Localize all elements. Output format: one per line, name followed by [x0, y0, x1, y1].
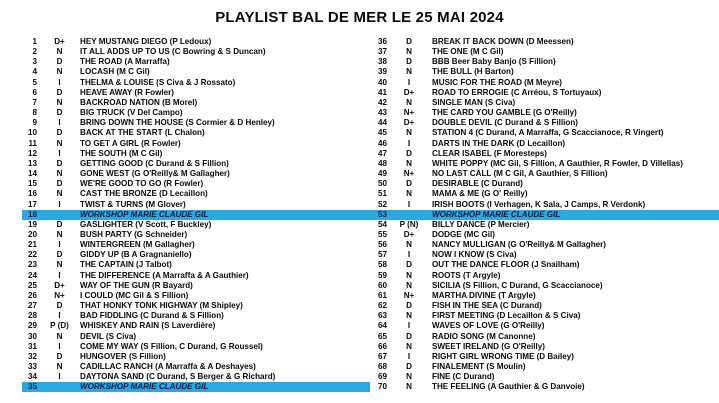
row-number: 66	[377, 341, 387, 351]
dance-title: THE ONE (M C Gil)	[432, 47, 504, 57]
playlist-row	[370, 342, 719, 352]
playlist-row	[22, 169, 370, 179]
row-level: D+	[403, 118, 415, 128]
dance-title: WHISKEY AND RAIN (S Laverdière)	[80, 321, 216, 331]
workshop-label: WORKSHOP MARIE CLAUDE GIL	[80, 382, 209, 392]
row-level: D	[406, 148, 412, 158]
playlist-left-column	[22, 37, 370, 392]
dance-title: WAVES OF LOVE (G O'Reilly)	[432, 321, 545, 331]
playlist-row	[370, 159, 719, 169]
row-number: 6	[32, 87, 37, 97]
dance-title: ROOTS (T Argyle)	[432, 270, 501, 280]
row-level: D	[56, 158, 63, 168]
playlist-row	[370, 321, 719, 331]
row-level: I	[407, 250, 411, 260]
row-level: D	[406, 37, 412, 46]
playlist-row	[22, 159, 370, 169]
row-number: 57	[377, 250, 387, 260]
dance-title: THE DIFFERENCE (A Marraffa & A Gauthier)	[80, 270, 249, 280]
dance-title: DESIRABLE (C Durand)	[432, 179, 523, 189]
dance-title: BACK AT THE START (L Chalon)	[80, 128, 205, 138]
row-level: D	[56, 128, 63, 138]
dance-title: TO GET A GIRL (R Fowler)	[80, 138, 181, 148]
playlist-row	[370, 108, 719, 118]
row-number: 9	[32, 118, 37, 128]
dance-title: THE ROAD (A Marraffa)	[80, 57, 170, 67]
row-number: 33	[27, 362, 37, 371]
row-level: N	[406, 240, 412, 250]
row-level: D	[406, 57, 412, 67]
playlist-row	[370, 301, 719, 311]
playlist-row	[370, 250, 719, 260]
row-number: 47	[377, 148, 387, 158]
row-number: 61	[377, 290, 387, 300]
dance-title: DEVIL (S Civa)	[80, 331, 137, 341]
row-number: 38	[377, 57, 387, 67]
dance-title: LOCASH (M C Gil)	[80, 67, 150, 77]
row-number: 55	[377, 229, 387, 239]
row-number: 15	[27, 179, 37, 189]
playlist-row	[22, 139, 370, 149]
playlist-row	[22, 362, 370, 372]
row-number: 62	[377, 301, 387, 311]
row-number: 32	[27, 351, 37, 361]
dance-title: NO LAST CALL (M C Gil, A Gauthier, S Fillion)	[432, 169, 608, 179]
row-level: N	[56, 229, 63, 239]
playlist-row	[22, 47, 370, 57]
workshop-label: WORKSHOP MARIE CLAUDE GIL	[80, 209, 209, 219]
playlist-row	[22, 321, 370, 331]
dance-title: FINE (C Durand)	[432, 372, 495, 382]
row-level: I	[58, 270, 61, 280]
row-number: 41	[377, 87, 387, 97]
row-number: 40	[377, 77, 387, 87]
row-level: N	[406, 47, 412, 57]
row-number: 39	[377, 67, 387, 77]
playlist-row	[370, 189, 719, 199]
row-number: 11	[28, 138, 37, 148]
dance-title: THE CARD YOU GAMBLE (G O'Reilly)	[432, 108, 577, 118]
row-number: 58	[377, 260, 387, 270]
workshop-row	[22, 382, 370, 392]
row-level: D	[56, 250, 63, 260]
row-level: I	[407, 138, 411, 148]
dance-title: WE'RE GOOD TO GO (R Fowler)	[80, 179, 204, 189]
dance-title: WAY OF THE GUN (R Bayard)	[80, 280, 193, 290]
row-level: N	[406, 158, 412, 168]
playlist-row	[370, 281, 719, 291]
dance-title: BACKROAD NATION (B Morel)	[80, 97, 198, 107]
playlist-row	[370, 67, 719, 77]
row-number: 46	[377, 138, 387, 148]
row-number: 52	[377, 199, 387, 209]
row-number: 54	[377, 219, 387, 229]
playlist-row	[370, 179, 719, 189]
row-number: 2	[32, 47, 37, 57]
row-number: 63	[377, 311, 387, 321]
dance-title: GONE WEST (G O'Reilly& M Gallagher)	[80, 169, 230, 179]
row-level: N+	[403, 290, 415, 300]
playlist-row	[22, 332, 370, 342]
playlist-row	[22, 220, 370, 230]
dance-title: GETTING GOOD (C Durand & S Fillion)	[80, 158, 229, 168]
row-number: 56	[377, 240, 387, 250]
dance-title: DODGE (MC Gil)	[432, 229, 495, 239]
row-level: D	[56, 108, 63, 118]
dance-title: BUSH PARTY (G Schneider)	[80, 229, 188, 239]
row-number: 20	[27, 229, 37, 239]
workshop-label: WORKSHOP MARIE CLAUDE GIL	[432, 209, 561, 219]
row-number: 29	[27, 321, 37, 331]
row-level: N	[406, 382, 412, 392]
playlist-row	[22, 88, 370, 98]
playlist-row	[22, 78, 370, 88]
dance-title: COME MY WAY (S Fillion, C Durand, G Roussel)	[80, 341, 263, 351]
row-level: I	[58, 148, 61, 158]
row-level: D+	[54, 280, 65, 290]
row-number: 18	[27, 209, 37, 219]
dance-title: THAT HONKY TONK HIGHWAY (M Shipley)	[80, 301, 243, 311]
row-level: N	[56, 169, 63, 179]
row-level: D	[56, 301, 63, 311]
row-level: I	[58, 199, 61, 209]
playlist-row	[22, 281, 370, 291]
dance-title: CADILLAC RANCH (A Marraffa & A Deshayes)	[80, 362, 256, 371]
row-number: 27	[27, 301, 37, 311]
row-level: I	[58, 77, 61, 87]
dance-title: I COULD (MC Gil & S Fillion)	[80, 290, 189, 300]
dance-title: THE CAPTAIN (J Talbot)	[80, 260, 172, 270]
playlist-row	[22, 372, 370, 382]
playlist-row	[22, 240, 370, 250]
row-level: D	[56, 219, 63, 229]
dance-title: DAYTONA SAND (C Durand, S Berger & G Richard)	[80, 372, 276, 382]
row-number: 36	[377, 37, 387, 46]
row-level: D+	[403, 229, 415, 239]
row-level: D	[56, 351, 63, 361]
playlist-row	[370, 98, 719, 108]
row-level: N	[406, 270, 412, 280]
row-number: 65	[377, 331, 387, 341]
playlist-row	[370, 332, 719, 342]
row-number: 3	[32, 57, 37, 67]
dance-title: NOW I KNOW (S Civa)	[432, 250, 517, 260]
dance-title: WINTERGREEN (M Gallagher)	[80, 240, 195, 250]
playlist-row	[370, 169, 719, 179]
dance-title: HEAVE AWAY (R Fowler)	[80, 87, 174, 97]
dance-title: NANCY MULLIGAN (G O'Reilly& M Gallagher)	[432, 240, 607, 250]
playlist-row	[370, 291, 719, 301]
row-level: I	[407, 321, 411, 331]
row-level: I	[58, 240, 61, 250]
row-number: 51	[377, 189, 387, 199]
row-number: 23	[27, 260, 37, 270]
playlist-row	[22, 179, 370, 189]
dance-title: HEY MUSTANG DIEGO (P Ledoux)	[80, 37, 212, 46]
row-number: 31	[27, 341, 37, 351]
row-level: N	[56, 47, 63, 57]
row-level: N	[406, 97, 412, 107]
dance-title: RIGHT GIRL WRONG TIME (D Bailey)	[432, 351, 574, 361]
playlist-row	[370, 260, 719, 270]
row-level: D+	[54, 37, 65, 46]
dance-title: MAMA & ME (G O' Reilly)	[432, 189, 528, 199]
row-number: 34	[27, 372, 37, 382]
playlist-row	[370, 240, 719, 250]
playlist-row	[370, 139, 719, 149]
row-level: N	[406, 67, 412, 77]
playlist-row	[370, 37, 719, 47]
workshop-row	[22, 210, 370, 220]
row-number: 43	[377, 108, 387, 118]
row-number: 28	[27, 311, 37, 321]
row-level: N	[56, 97, 63, 107]
playlist-row	[370, 57, 719, 67]
playlist-row	[22, 149, 370, 159]
dance-title: SICILIA (S Fillion, C Durand, G Scaccianoce)	[432, 280, 603, 290]
playlist-row	[22, 301, 370, 311]
dance-title: CLEAR ISABEL (F Moresteps)	[432, 148, 547, 158]
playlist-row	[22, 352, 370, 362]
dance-title: DARTS IN THE DARK (D Lecaillon)	[432, 138, 566, 148]
row-level: N+	[403, 169, 415, 179]
dance-title: OUT THE DANCE FLOOR (J Snailham)	[432, 260, 580, 270]
playlist-row	[370, 88, 719, 98]
dance-title: HUNGOVER (S Fillion)	[80, 351, 166, 361]
row-level: N	[56, 362, 63, 371]
row-number: 22	[27, 250, 37, 260]
playlist-row	[370, 118, 719, 128]
row-number: 68	[377, 362, 387, 371]
row-number: 7	[32, 97, 37, 107]
playlist-row	[22, 230, 370, 240]
row-level: D	[406, 362, 412, 371]
row-number: 25	[27, 280, 37, 290]
playlist-row	[22, 108, 370, 118]
row-level: N	[56, 67, 63, 77]
page-title: PLAYLIST BAL DE MER LE 25 MAI 2024	[215, 9, 504, 26]
playlist-row	[370, 311, 719, 321]
playlist-row	[22, 250, 370, 260]
row-level: N+	[403, 108, 415, 118]
row-number: 21	[27, 240, 37, 250]
row-number: 64	[377, 321, 387, 331]
row-number: 37	[377, 47, 387, 57]
dance-title: BBB Beer Baby Banjo (S Fillion)	[432, 57, 556, 67]
playlist-row	[370, 362, 719, 372]
playlist-right-column	[370, 37, 719, 392]
playlist-row	[22, 260, 370, 270]
playlist-row	[22, 200, 370, 210]
row-level: I	[58, 311, 61, 321]
dance-title: CAST THE BRONZE (D Lecaillon)	[80, 189, 208, 199]
playlist-row	[22, 67, 370, 77]
dance-title: SINGLE MAN (S Civa)	[432, 97, 516, 107]
dance-title: THELMA & LOUISE (S Civa & J Rossato)	[80, 77, 236, 87]
row-level: D	[406, 301, 412, 311]
row-level: D	[406, 331, 412, 341]
dance-title: IRISH BOOTS (I Verhagen, K Sala, J Camps, R Verdonk)	[432, 199, 646, 209]
playlist-row	[22, 271, 370, 281]
dance-title: THE FEELING (A Gauthier & G Danvoie)	[432, 382, 585, 392]
row-number: 45	[377, 128, 387, 138]
row-number: 1	[32, 37, 37, 46]
row-number: 59	[377, 270, 387, 280]
row-level: I	[58, 372, 61, 382]
playlist-row	[370, 128, 719, 138]
playlist-row	[370, 352, 719, 362]
row-level: D	[56, 179, 63, 189]
playlist-row	[22, 128, 370, 138]
dance-title: GIDDY UP (B A Gragnaniello)	[80, 250, 192, 260]
row-level: N	[56, 331, 63, 341]
row-number: 10	[27, 128, 37, 138]
row-number: 26	[27, 290, 37, 300]
dance-title: SWEET IRELAND (G O'Reilly)	[432, 341, 545, 351]
row-number: 60	[377, 280, 387, 290]
row-number: 24	[27, 270, 37, 280]
row-number: 16	[27, 189, 37, 199]
row-number: 12	[27, 148, 37, 158]
row-number: 67	[377, 351, 387, 361]
playlist-row	[22, 37, 370, 47]
playlist-row	[370, 230, 719, 240]
playlist-row	[22, 57, 370, 67]
row-level: D	[406, 179, 412, 189]
dance-title: MUSIC FOR THE ROAD (M Meyre)	[432, 77, 562, 87]
row-number: 53	[377, 209, 387, 219]
row-number: 30	[27, 331, 37, 341]
row-level: I	[58, 341, 61, 351]
row-level: I	[407, 77, 411, 87]
row-level: I	[407, 351, 411, 361]
dance-title: RADIO SONG (M Canonne)	[432, 331, 536, 341]
row-level: I	[58, 118, 61, 128]
dance-title: BAD FIDDLING (C Durand & S Fillion)	[80, 311, 224, 321]
dance-title: IT ALL ADDS UP TO US (C Bowring & S Duncan)	[80, 47, 266, 57]
dance-title: WHITE POPPY (MC Gil, S Fillion, A Gauthier, R Fowler, D Villellas)	[432, 158, 683, 168]
row-number: 49	[377, 169, 387, 179]
row-number: 50	[377, 179, 387, 189]
dance-title: BRING DOWN THE HOUSE (S Cormier & D Henley)	[80, 118, 275, 128]
row-level: N	[406, 128, 412, 138]
dance-title: DOUBLE DEVIL (C Durand & S Fillion)	[432, 118, 578, 128]
playlist-row	[22, 189, 370, 199]
playlist-row	[370, 149, 719, 159]
dance-title: BIG TRUCK (V Del Campo)	[80, 108, 183, 118]
dance-title: BREAK IT BACK DOWN (D Meessen)	[432, 37, 574, 46]
row-number: 14	[27, 169, 37, 179]
row-level: P (N)	[399, 219, 419, 229]
row-number: 5	[32, 77, 37, 87]
row-number: 19	[27, 219, 37, 229]
row-number: 4	[32, 67, 37, 77]
row-level: D	[56, 57, 63, 67]
row-level: D	[56, 87, 63, 97]
playlist-row	[22, 118, 370, 128]
row-level: D	[406, 260, 412, 270]
row-level: N	[406, 341, 412, 351]
row-level: N	[406, 311, 412, 321]
dance-title: TWIST & TURNS (M Glover)	[80, 199, 186, 209]
row-number: 48	[377, 158, 387, 168]
playlist-row	[370, 78, 719, 88]
row-number: 35	[27, 382, 37, 392]
row-number: 42	[377, 97, 387, 107]
row-number: 69	[377, 372, 387, 382]
row-level: D+	[403, 87, 415, 97]
row-number: 44	[377, 118, 387, 128]
dance-title: THE BULL (H Barton)	[432, 67, 514, 77]
playlist-row	[370, 271, 719, 281]
playlist-row	[22, 311, 370, 321]
playlist-row	[370, 372, 719, 382]
playlist-row	[370, 382, 719, 392]
playlist-row	[370, 200, 719, 210]
row-level: N	[56, 189, 63, 199]
dance-title: FINALEMENT (S Moulin)	[432, 362, 526, 371]
dance-title: MARTHA DIVINE (T Argyle)	[432, 290, 536, 300]
row-level: N	[406, 372, 412, 382]
dance-title: ROAD TO ERROGIE (C Arréou, S Tortuyaux)	[432, 87, 602, 97]
dance-title: FISH IN THE SEA (C Durand)	[432, 301, 542, 311]
row-level: I	[407, 199, 411, 209]
row-number: 70	[377, 382, 387, 392]
row-level: N	[406, 189, 412, 199]
playlist-row	[370, 47, 719, 57]
playlist-row	[22, 342, 370, 352]
playlist-row	[22, 98, 370, 108]
dance-title: FIRST MEETING (D Lecaillon & S Civa)	[432, 311, 581, 321]
playlist-row	[370, 220, 719, 230]
dance-title: THE SOUTH (M C Gil)	[80, 148, 163, 158]
row-number: 17	[27, 199, 37, 209]
row-level: P (D)	[50, 321, 69, 331]
row-level: N	[56, 260, 63, 270]
dance-title: STATION 4 (C Durand, A Marraffa, G Scaccianoce, R Vingert)	[432, 128, 664, 138]
row-number: 8	[32, 108, 37, 118]
row-level: N	[406, 280, 412, 290]
playlist-row	[22, 291, 370, 301]
workshop-row	[370, 210, 719, 220]
row-level: N+	[54, 290, 65, 300]
dance-title: GASLIGHTER (V Scott, F Buckley)	[80, 219, 212, 229]
row-number: 13	[27, 158, 37, 168]
row-level: N	[56, 138, 63, 148]
dance-title: BILLY DANCE (P Mercier)	[432, 219, 530, 229]
